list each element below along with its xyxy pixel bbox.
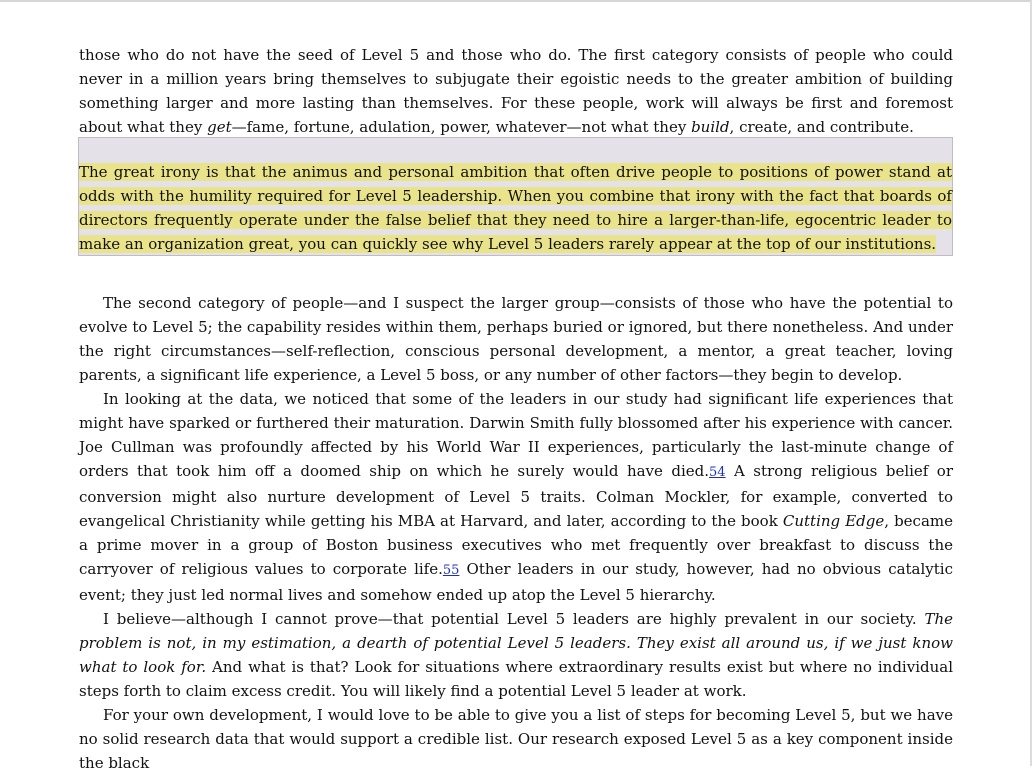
paragraph-believe (79, 607, 953, 703)
paragraph-top-text-1: those who do not have the seed of Level 5 and those who do. The first category consists of people who could never in a million years bring themselves to subjugate their egoistic needs to the greater ambition of building something larger and more lasting than themselves. For these people, work will always be first and foremost about what they (79, 46, 953, 136)
footnote-link-54[interactable]: 54 (709, 465, 726, 480)
paragraph-believe-italic: The problem is not, in my estimation, a dearth of potential Level 5 leaders. They exist all around us, if we just know what to look for. (79, 610, 953, 676)
footnote-link-55[interactable]: 55 (442, 563, 460, 578)
paragraph-top-text-2: —fame, fortune, adulation, power, whatever—not what they (231, 118, 692, 136)
paragraph-data-text-4: Other leaders in our study, however, had no obvious catalytic event; they just led normal lives and somehow ended up atop the Level 5 hierarchy. (79, 560, 954, 604)
paragraph-data-text-2: A strong religious belief or conversion might also nurture development of Level 5 traits. Colman Mockler, for example, converted to evangelical Christianity while getting his MBA at Harvard, and later, according to the book (79, 462, 954, 530)
paragraph-top (79, 43, 953, 139)
paragraph-believe-text-1: I believe—although I cannot prove—that potential Level 5 leaders are highly prevalent in our society. (103, 610, 925, 628)
paragraph-second-category: The second category of people—and I suspect the larger group—consists of those who have the potential to evolve to Level 5; the capability resides within them, perhaps buried or ignored, but there nonetheless. And under the right circumstances—self-reflection, conscious personal development, a mentor, a great teacher, loving parents, a significant life experience, a Level 5 boss, or any number of other factors—they begin to develop. (79, 294, 953, 384)
top-border (0, 0, 1032, 2)
paragraph-development: For your own development, I would love to be able to give you a list of steps for becoming Level 5, but we have no solid research data that would support a credible list. Our research exposed Level 5 as a key component inside the black (79, 706, 953, 772)
paragraph-top-italic-get: get (207, 118, 232, 136)
paragraph-believe-text-2: And what is that? Look for situations where extraordinary results exist but where no individual steps forth to claim excess credit. You will likely find a potential Level 5 leader at work. (79, 658, 953, 700)
book-title: Cutting Edge (782, 512, 885, 530)
highlighted-text[interactable]: The great irony is that the animus and personal ambition that often drive people to positions of power stand at odds with the humility required for Level 5 leadership. When you combine that irony with the fact that boards of directors frequently operate under the false belief that they need to hire a larger-than-life, egocentric leader to make an organization great, you can quickly see why Level 5 leaders rarely appear at the top of our institutions. (79, 163, 952, 253)
paragraph-data-text-1: In looking at the data, we noticed that some of the leaders in our study had significant life experiences that might have sparked or furthered their maturation. Darwin Smith fully blossomed after his experience with cancer. Joe Cullman was profoundly affected by his World War II experiences, particularly the last-minute change of orders that took him off a doomed ship on which he surely would have died. (79, 390, 953, 480)
paragraph-top-italic-build: build (691, 118, 730, 136)
paragraph-top-text-3: , create, and contribute. (729, 118, 914, 136)
highlighted-paragraph[interactable] (79, 160, 952, 256)
paragraph-data (79, 387, 953, 607)
paragraph-body (79, 291, 953, 775)
paragraph-data-text-3: , became a prime mover in a group of Boston business executives who met frequently over breakfast to discuss the carryover of religious values to corporate life. (79, 512, 953, 578)
